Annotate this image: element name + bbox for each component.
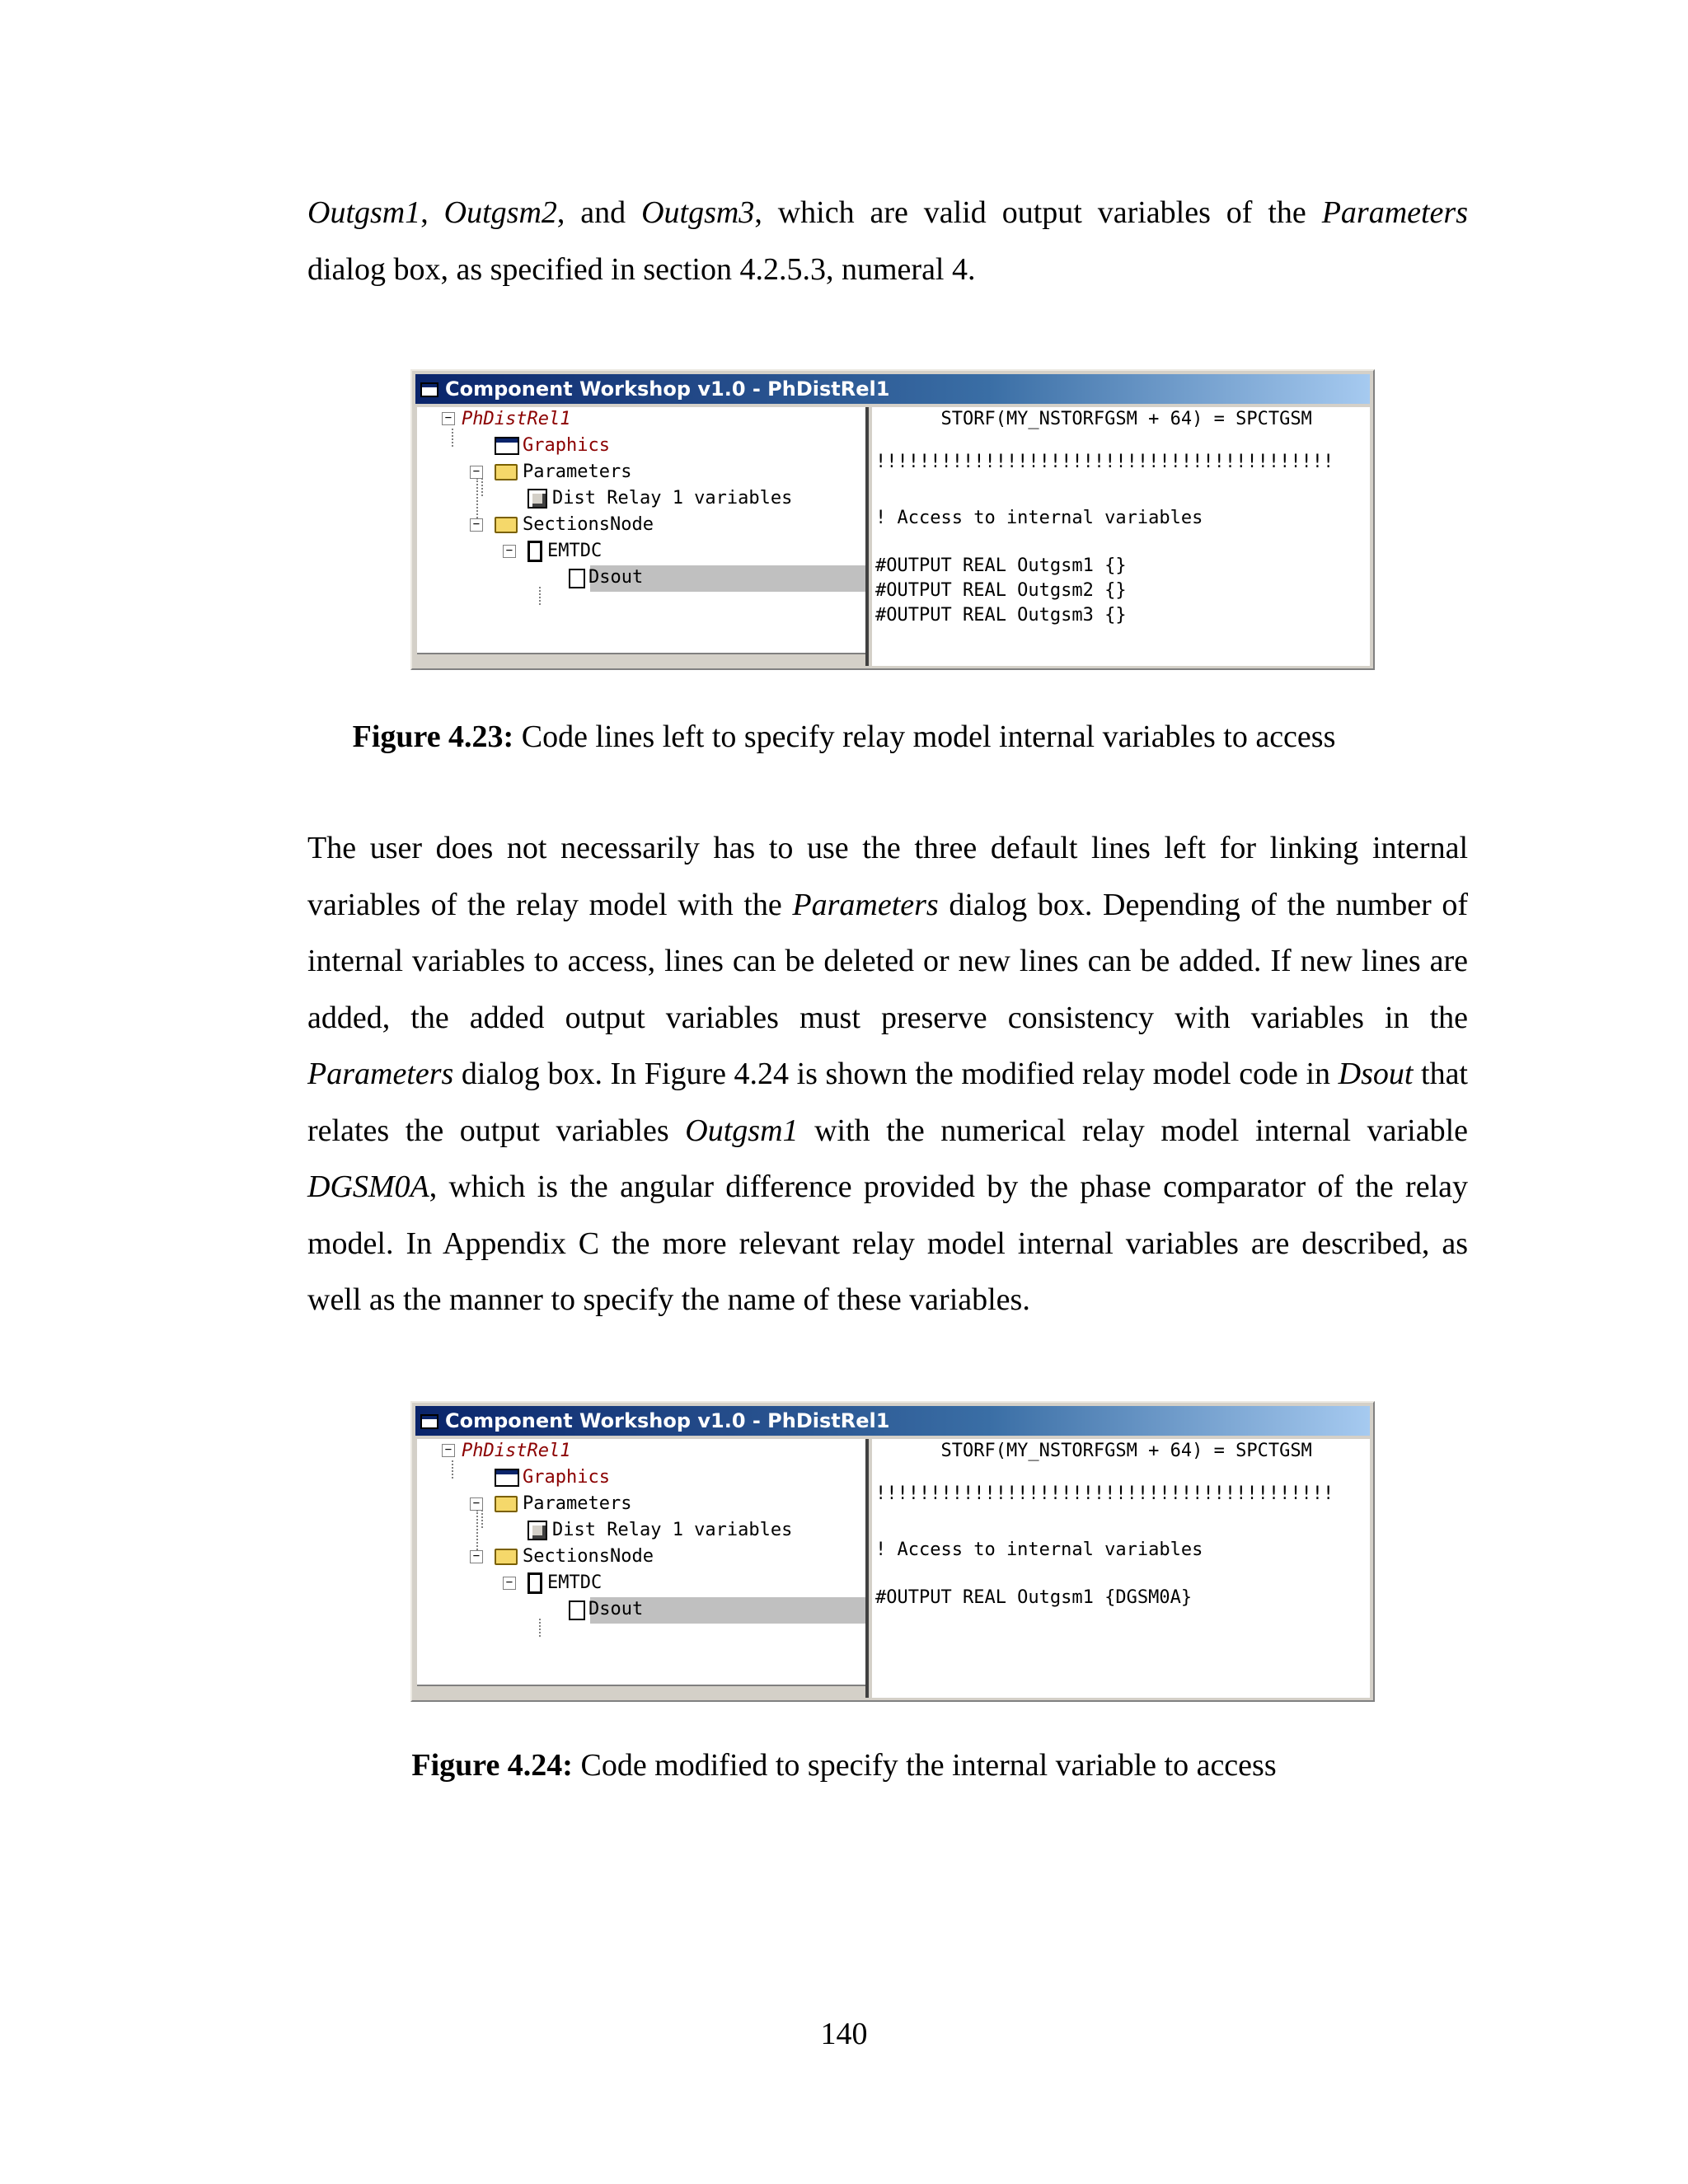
graphics-icon (495, 1469, 519, 1487)
code-editor[interactable] (872, 407, 1370, 666)
document-icon (569, 1601, 585, 1620)
code-line: !!!!!!!!!!!!!!!!!!!!!!!!!!!!!!!!!!!!!!!!!! (875, 1483, 1334, 1504)
tree-label-parameters: Parameters (523, 1493, 632, 1514)
caption-text: Code lines left to specify relay model internal variables to access (513, 719, 1336, 754)
horizontal-scrollbar[interactable] (417, 653, 865, 666)
page-number: 140 (820, 2017, 868, 2051)
code-line: ! Access to internal variables (875, 1540, 1203, 1560)
code-editor[interactable] (872, 1439, 1370, 1698)
figure-4-24-window (410, 1401, 1375, 1702)
tree-item-dsout[interactable] (417, 565, 869, 590)
tree-label-emtdc: EMTDC (547, 1572, 603, 1593)
figure-4-24-caption (0, 1746, 1688, 1785)
var-outgsm2: Outgsm2 (443, 195, 557, 230)
window-app-icon (420, 1414, 438, 1429)
document-icon (528, 1572, 542, 1594)
tree-label-dsout: Dsout (588, 1599, 644, 1619)
tree-item-parameters[interactable] (417, 460, 869, 485)
folder-icon (495, 517, 518, 533)
code-line: !!!!!!!!!!!!!!!!!!!!!!!!!!!!!!!!!!!!!!!!!! (875, 452, 1334, 472)
collapse-icon[interactable]: − (470, 1497, 483, 1511)
document-icon (569, 569, 585, 588)
collapse-icon[interactable]: − (470, 518, 483, 532)
caption-label: Figure 4.23: (352, 719, 514, 754)
tree-label-emtdc: EMTDC (547, 541, 603, 561)
tree-label-dist-relay: Dist Relay 1 variables (552, 1520, 793, 1540)
tree-label-graphics: Graphics (523, 435, 610, 456)
caption-label: Figure 4.24: (411, 1748, 573, 1783)
document-icon (528, 541, 542, 562)
tree-item-sections[interactable] (417, 513, 869, 537)
collapse-icon[interactable]: − (503, 1577, 516, 1590)
caption-text: Code modified to specify the internal variable to access (572, 1748, 1277, 1783)
tree-label-dist-relay: Dist Relay 1 variables (552, 488, 793, 509)
top-paragraph: Outgsm1, Outgsm2, and Outgsm3, which are valid output variables of the Parameters dialog box, as specified in section 4.2.5.3, numeral 4. (307, 195, 1468, 287)
figure-4-23-caption (0, 717, 1688, 757)
tree-label-root: PhDistRel1 (462, 409, 571, 429)
tree-label-parameters: Parameters (523, 462, 632, 482)
code-line: STORF(MY_NSTORFGSM + 64) = SPCTGSM (875, 409, 1312, 429)
folder-icon (495, 1549, 518, 1565)
tree-item-graphics[interactable] (417, 434, 869, 458)
middle-paragraph: The user does not necessarily has to use the three default lines left for linking internal variables of the relay model with the Parameters dialog box. Depending of the number of internal variables to access, lines can be deleted or new lines can be added. If new lines are added, the added output variables must preserve consistency with variables in the Parameters dialog box. In Figure 4.24 is shown the modified relay model code in Dsout that relates the output variables Outgsm1 with the numerical relay model internal variable DGSM0A, which is the angular difference provided by the phase comparator of the relay model. In Appendix C the more relevant relay model internal variables are described, as well as the manner to specify the name of these variables. (307, 831, 1469, 1317)
code-line: #OUTPUT REAL Outgsm3 {} (875, 605, 1127, 626)
tree-item-emtdc[interactable] (417, 1571, 869, 1596)
tree-item-root[interactable] (417, 407, 869, 432)
code-line: #OUTPUT REAL Outgsm2 {} (875, 580, 1127, 601)
tree-item-graphics[interactable] (417, 1465, 869, 1490)
tree-label-graphics: Graphics (523, 1467, 610, 1488)
horizontal-scrollbar[interactable] (417, 1685, 865, 1698)
code-line: STORF(MY_NSTORFGSM + 64) = SPCTGSM (875, 1441, 1312, 1461)
tree-label-dsout: Dsout (588, 567, 644, 588)
collapse-icon[interactable]: − (503, 545, 516, 558)
window-titlebar (415, 374, 1370, 404)
window-titlebar (415, 1406, 1370, 1436)
folder-icon (495, 1496, 518, 1512)
collapse-icon[interactable]: − (470, 466, 483, 479)
window-app-icon (420, 382, 438, 397)
tree-item-emtdc[interactable] (417, 539, 869, 564)
dialog-icon (528, 1521, 547, 1540)
var-outgsm3: Outgsm3 (641, 195, 755, 230)
collapse-icon[interactable]: − (442, 412, 455, 425)
tree-item-dist-relay[interactable] (417, 1518, 869, 1543)
figure-4-23-window (410, 369, 1375, 670)
tree-item-parameters[interactable] (417, 1492, 869, 1516)
tree-label-root: PhDistRel1 (462, 1441, 571, 1461)
dialog-icon (528, 489, 547, 509)
folder-icon (495, 464, 518, 480)
collapse-icon[interactable]: − (442, 1444, 455, 1457)
tree-item-dsout[interactable] (417, 1597, 869, 1622)
component-tree (417, 1439, 869, 1698)
window-title: Component Workshop v1.0 - PhDistRel1 (445, 377, 890, 401)
tree-label-sections: SectionsNode (523, 1546, 654, 1567)
var-outgsm1: Outgsm1 (307, 195, 421, 230)
code-line: #OUTPUT REAL Outgsm1 {DGSM0A} (875, 1587, 1193, 1608)
tree-item-sections[interactable] (417, 1544, 869, 1569)
tree-item-dist-relay[interactable] (417, 486, 869, 511)
parameters-term: Parameters (1321, 195, 1468, 230)
tree-label-sections: SectionsNode (523, 514, 654, 535)
code-line: #OUTPUT REAL Outgsm1 {} (875, 555, 1127, 576)
collapse-icon[interactable]: − (470, 1550, 483, 1563)
tree-item-root[interactable] (417, 1439, 869, 1464)
window-title: Component Workshop v1.0 - PhDistRel1 (445, 1409, 890, 1432)
component-tree (417, 407, 869, 666)
code-line: ! Access to internal variables (875, 508, 1203, 528)
graphics-icon (495, 437, 519, 455)
